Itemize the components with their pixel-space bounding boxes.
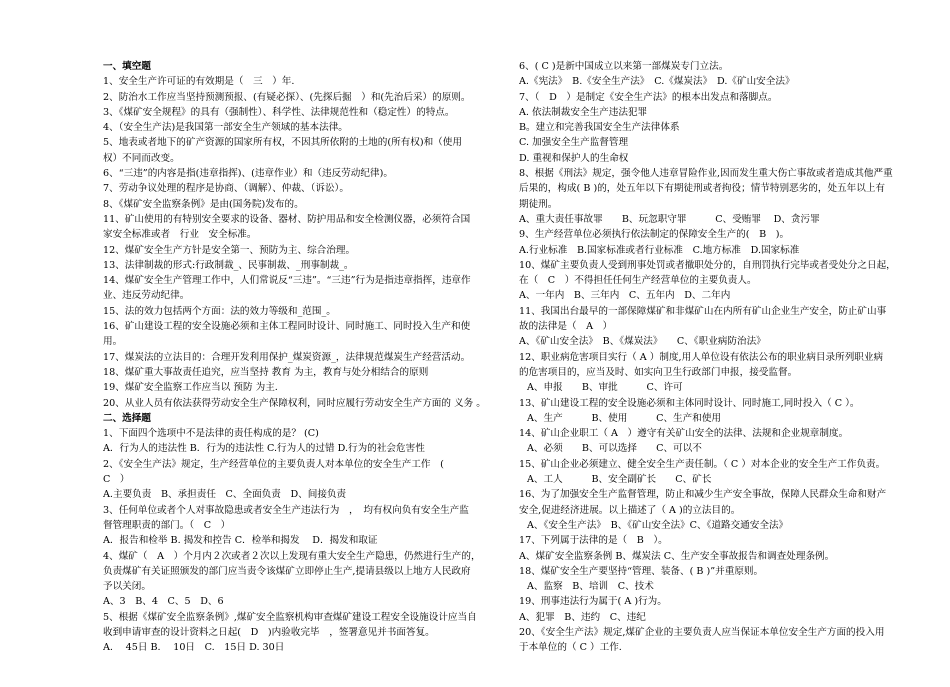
text-line: 18、煤矿重大事故责任追究，应当坚持 教育 为主，教育与处分相结合的原则 (103, 366, 429, 378)
text-line: A、3 B、4 C、5 D、6 (103, 596, 224, 608)
text-line: A. 45日 B. 10日 C. 15日 D. 30日 (103, 642, 285, 654)
text-line: A.主要负责 B、承担责任 C、全面负责 D、间接负责 (103, 489, 347, 501)
text-line: A、一年内 B、三年内 C、五年内 D、二年内 (519, 290, 731, 302)
text-line: A. 依法制裁安全生产违法犯罪 (519, 106, 648, 118)
text-line: 16、矿山建设工程的安全设施必须和主体工程同时设计、同时施工、同时投入生产和使 (103, 321, 471, 333)
text-line: 家安全标准或者 行业 安全标准。 (103, 229, 257, 241)
text-line: 14、矿山企业职工（ A ）遵守有关矿山安全的法律、法规和企业规章制度。 (519, 428, 849, 440)
text-line: 15、矿山企业必须建立、健全安全生产责任制。（ C ）对本企业的安全生产工作负责。 (519, 458, 886, 470)
text-line: 7、（ D ）是制定《安全生产法》的根本出发点和落脚点。 (519, 91, 778, 103)
text-line: 收到申请审查的设计资料之日起( D )内验收完毕 ，签署意见并书面答复。 (103, 626, 435, 638)
text-line: A、犯罪 B、违约 C、违纪 (519, 611, 646, 623)
left-column (103, 59, 497, 656)
section-heading: 一、填空题 (103, 61, 151, 72)
text-line: A、重大责任事故罪 B、玩忽职守罪 C、受贿罪 D、贪污罪 (519, 213, 820, 225)
text-line: A、生产 B、使用 C、生产和使用 (527, 412, 722, 424)
text-line: 6、“三违”的内容是指(违章指挥)、(违章作业）和（违反劳动纪律)。 (103, 168, 393, 180)
text-line: 4、（安全生产法)是我国第一部安全生产领域的基本法律。 (103, 122, 348, 134)
text-line: 1、安全生产许可证的有效期是（ 三 ）年. (103, 76, 295, 88)
text-line: 在（ C ）不得担任任何生产经营单位的主要负责人。 (519, 275, 757, 287)
text-line: A、《安全生产法》 B、《矿山安全法》C、《道路交通安全法》 (527, 519, 789, 531)
text-line: B。建立和完善我国安全生产法律体系 (519, 122, 680, 134)
text-line: 7、劳动争议处理的程序是协商、（调解）、仲裁、（诉讼）。 (103, 183, 349, 195)
text-line: 8、《煤矿安全监察条例》是由(国务院)发布的。 (103, 198, 304, 210)
text-line: A．行为人的违法性 B．行为的违法性 C.行为人的过错 D.行为的社会危害性 (103, 443, 425, 455)
text-line: 用。 (103, 336, 123, 348)
text-line: 5、地表或者地下的矿产资源的国家所有权，不因其所依附的土地的(所有权)和（使用 (103, 137, 462, 149)
text-line: 期徒刑。 (519, 198, 558, 210)
text-line: 3、《煤矿安全规程》的具有（强制性）、科学性、法律规范性和（稳定性）的特点。 (103, 106, 455, 118)
text-line: 8、根据《刑法》规定，强令他人违章冒险作业,因而发生重大伤亡事故或者造成其他严重 (519, 168, 893, 180)
text-line: A.《宪法》 B.《安全生产法》 C.《煤炭法》 D.《矿山安全法》 (519, 76, 795, 88)
text-line: 安全,促进经济进展。以上描述了（ A )的立法目的。 (519, 504, 741, 516)
text-line: 17、煤炭法的立法目的：合理开发利用保护_煤炭资源_，法律规范煤炭生产经营活动。 (103, 351, 471, 363)
text-line: 13、矿山建设工程的安全设施必须和主体同时设计、同时施工,同时投入（ C ）。 (519, 397, 860, 409)
text-line: 4、煤矿（ A ）个月内２次或者２次以上发现有重大安全生产隐患，仍然进行生产的， (103, 550, 481, 562)
text-line: A、监察 B、培训 C、技术 (527, 581, 654, 593)
text-line: 督管理职责的部门。（ C ） (103, 519, 231, 531)
text-line: 11、矿山使用的有特别安全要求的设备、器材、防护用品和安全检测仪器，必须符合国 (103, 213, 471, 225)
text-line: A．报告和检举 B. 揭发和控告 C．检举和揭发 D．揭发和取证 (103, 535, 378, 547)
text-line: 19、煤矿安全监察工作应当以 预防 为主. (103, 382, 278, 394)
text-line: 14、煤矿安全生产管理工作中，人们常说反“三违”。“三违”行为是指违章指挥，违章作 (103, 275, 471, 287)
text-line: 12、职业病危害项目实行（ A ）制度,用人单位设有依法公布的职业病目录所列职业病 (519, 351, 884, 363)
text-line: 后果的，构成( B )的，处五年以下有期徒刑或者拘役；情节特别恶劣的，处五年以上有 (519, 183, 886, 195)
text-line: 2、防治水工作应当坚持预测预报、(有疑必探）、(先探后掘 ）和(先治后采）的原则。 (103, 91, 471, 103)
right-column (519, 59, 904, 656)
text-line: 20、《安全生产法》规定,煤矿企业的主要负责人应当保证本单位安全生产方面的投入用 (519, 626, 885, 638)
text-line: A、煤矿安全监察条例 B、煤炭法 C、生产安全事故报告和调查处理条例。 (519, 550, 835, 562)
text-line: C ） (103, 474, 130, 486)
text-line: 予以关闭。 (103, 581, 151, 593)
text-line: 故的法律是（ A ） (519, 321, 613, 333)
text-line: 15、法的效力包括两个方面：法的效力等级和_范围_。 (103, 305, 336, 317)
text-line: 于本单位的（ C ）工作. (519, 642, 622, 654)
text-line: 6、( C )是新中国成立以来第一部煤炭专门立法。 (519, 61, 729, 72)
text-line: 2、《安全生产法》规定，生产经营单位的主要负责人对本单位的安全生产工作 ( (103, 458, 444, 470)
text-line: C. 加强安全生产监督管理 (519, 137, 629, 149)
text-line: 负责煤矿有关证照颁发的部门应当责令该煤矿立即停止生产,提请县级以上地方人民政府 (103, 565, 471, 577)
text-line: A、必须 B、可以选择 C、可以不 (527, 443, 702, 455)
text-line: A、《矿山安全法》 B、《煤炭法》 C、《职业病防治法》 (519, 336, 766, 348)
text-line: 13、法律制裁的形式:行政制裁_、民事制裁、_刑事制裁_。 (103, 259, 354, 271)
text-line: A.行业标准 B.国家标准或者行业标准 C.地方标准 D.国家标准 (519, 244, 800, 256)
text-line: 9、生产经营单位必须执行依法制定的保障安全生产的( B )。 (519, 229, 790, 241)
text-line: 10、煤矿主要负责人受到刑事处罚或者撤职处分的，自刑罚执行完毕或者受处分之日起， (519, 259, 896, 271)
text-line: 11、我国出台最早的一部保障煤矿和非煤矿山在内所有矿山企业生产安全，防止矿山事 (519, 305, 887, 317)
text-line: 18、煤矿安全生产要坚持“管理、装备、( B )”并重原则。 (519, 565, 764, 577)
text-line: 19、刑事违法行为属于( A )行为。 (519, 596, 667, 608)
text-line: 17、下列属于法律的是（ B ）。 (519, 535, 668, 547)
text-line: 20、从业人员有依法获得劳动安全生产保障权利，同时应履行劳动安全生产方面的 义务 。 (103, 397, 486, 409)
text-line: 5、根据《煤矿安全监察条例》,煤矿安全监察机构审查煤矿建设工程安全设施设计应当自 (103, 611, 477, 623)
section-heading: 二、选择题 (103, 412, 151, 424)
text-line: 12、煤矿安全生产方针是安全第一、预防为主、综合治理。 (103, 244, 356, 256)
text-line: A、申报 B、审批 C、许可 (527, 382, 683, 394)
text-line: 3、任何单位或者个人对事故隐患或者安全生产违法行为 ， 均有权向负有安全生产监 (103, 504, 469, 516)
text-line: 业、违反劳动纪律。 (103, 290, 190, 302)
text-line: 16、为了加强安全生产监督管理，防止和减少生产安全事故，保障人民群众生命和财产 (519, 489, 887, 501)
text-line: 1、下面四个选项中不是法律的责任构成的是？ (C) (103, 428, 319, 440)
text-line: 权）不同而改变。 (103, 152, 180, 164)
text-line: A、工人 B、安全副矿长 C、矿长 (527, 474, 712, 486)
text-line: 的危害项目的，应当及时、如实向卫生行政部门申报，接受监督。 (519, 366, 798, 378)
text-line: D. 重视和保护人的生命权 (519, 152, 629, 164)
